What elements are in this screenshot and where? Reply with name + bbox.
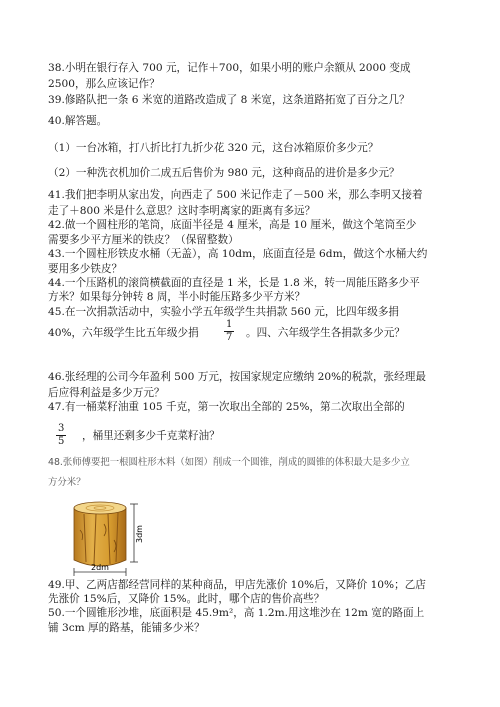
q48-line1: 48.张师傅要把一根圆柱形木料（如图）削成一个圆锥，削成的圆锥的体积最大是多少立 xyxy=(48,457,410,468)
q41-line1: 41.我们把李明从家出发，向西走了 500 米记作走了－500 米，那么李明又接着 xyxy=(48,189,423,201)
q46-line2: 后应得利益是多少万元？ xyxy=(48,387,165,399)
q45-frac-den: 7 xyxy=(226,332,233,343)
q41-line2: 走了＋800 米是什么意思？这时李明离家的距离有多远？ xyxy=(48,205,316,217)
q50-line2: 铺 3cm 厚的路基，能铺多少米？ xyxy=(48,622,205,634)
q38-line1: 38.小明在银行存入 700 元，记作＋700，如果小明的账户余额从 2000 变成 xyxy=(48,62,411,74)
q43-line2: 要用多少铁皮？ xyxy=(48,263,123,275)
q44-line2: 方米？如果每分钟转 8 周，半小时能压路多少平方米？ xyxy=(48,291,306,303)
q48-line2: 方分米？ xyxy=(48,477,86,488)
q50-line1: 50.一个圆锥形沙堆，底面积是 45.9m²，高 1.2m.用这堆沙在 12m 宽的路面上 xyxy=(48,607,425,619)
q40-2: （2）一种洗衣机加价二成五后售价为 980 元，这种商品的进价是多少元？ xyxy=(48,167,400,179)
q45-line2b: 。四、六年级学生各捐款多少元？ xyxy=(246,327,405,339)
q49-line1: 49.甲、乙两店都经营同样的某种商品，甲店先涨价 10%后，又降价 10%；乙店 xyxy=(48,579,426,591)
cylinder-body xyxy=(74,502,126,566)
q45-fraction xyxy=(224,319,234,344)
q46-line1: 46.张经理的公司今年盈利 500 万元，按国家规定应缴纳 20%的税款，张经理最 xyxy=(48,371,426,383)
q45-line1: 45.在一次捐款活动中，实验小学五年级学生共捐款 560 元，比四年级多捐 xyxy=(48,306,400,318)
q40-1: （1）一台冰箱，打八折比打九折少花 320 元，这台冰箱原价多少元？ xyxy=(48,142,379,154)
q45-line2a: 40%，六年级学生比五年级少捐 xyxy=(48,327,199,339)
diameter-label: 2dm xyxy=(91,563,109,572)
q44-line1: 44.一个压路机的滚筒横截面的直径是 1 米，长是 1.8 米，转一周能压路多少平 xyxy=(48,277,420,289)
q38-line2: 2500，那么应该记作？ xyxy=(48,78,160,90)
q47-fraction xyxy=(56,423,66,448)
log-figure xyxy=(70,500,150,578)
q43-line1: 43.一个圆柱形铁皮水桶（无盖），高 10dm，底面直径是 6dm，做这个水桶大约 xyxy=(48,248,428,260)
section-title: 40.解答题。 xyxy=(48,115,108,127)
q47-frac-num: 3 xyxy=(58,423,65,434)
q42-line1: 42.做一个圆柱形的笔筒，底面半径是 4 厘米，高是 10 厘米，做这个笔筒至少 xyxy=(48,219,417,231)
q47-line1: 47.有一桶菜籽油重 105 千克，第一次取出全部的 25%，第二次取出全部的 xyxy=(48,401,405,413)
q47-line2: ，桶里还剩多少千克菜籽油？ xyxy=(82,430,220,442)
q49-line2: 先涨价 15%后，又降价 15%。此时，哪个店的售价高些？ xyxy=(48,593,325,605)
q47-frac-den: 5 xyxy=(58,436,65,447)
q45-frac-num: 1 xyxy=(226,319,233,330)
q42-line2: 需要多少平方厘米的铁皮？（保留整数） xyxy=(48,234,239,246)
height-label: 3dm xyxy=(135,525,144,543)
q39: 39.修路队把一条 6 米宽的道路改造成了 8 米宽，这条道路拓宽了百分之几？ xyxy=(48,94,410,106)
